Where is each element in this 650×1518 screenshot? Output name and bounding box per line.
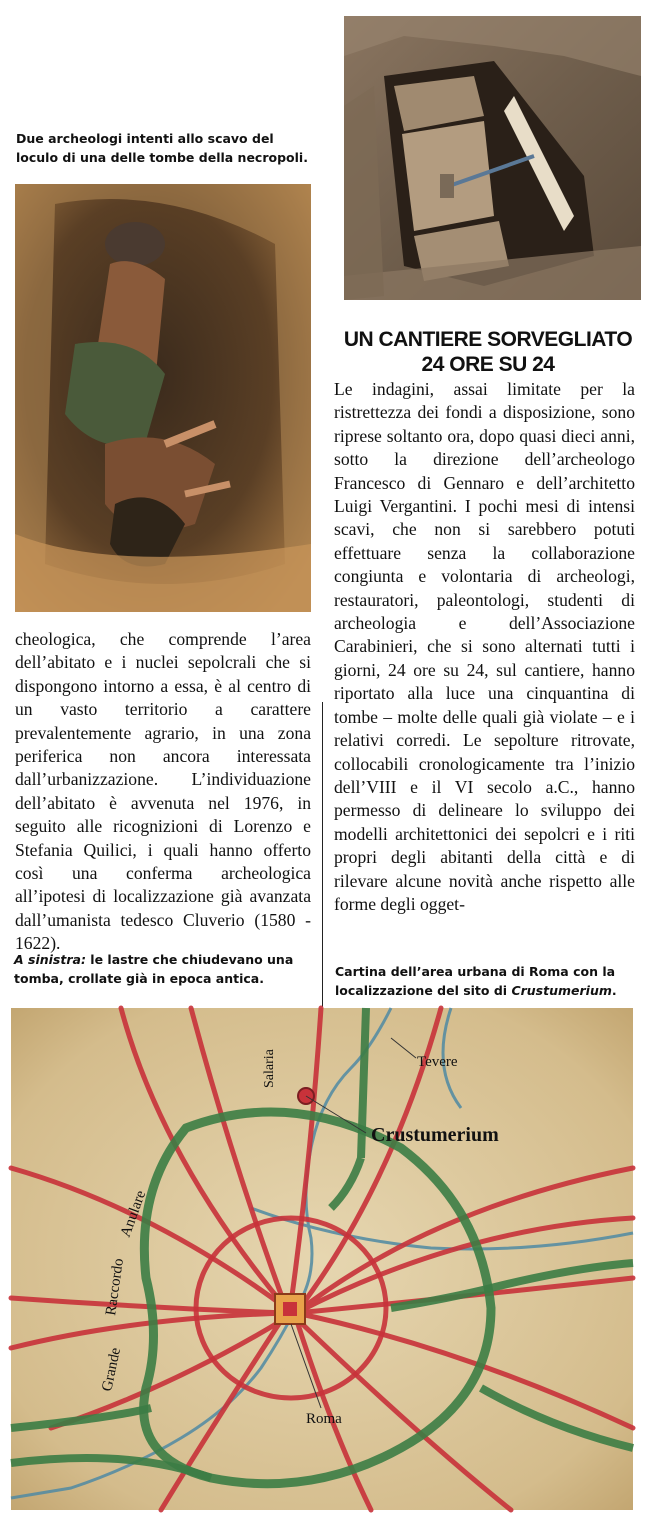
map-background: [11, 1008, 633, 1510]
label-anulare: Anulare: [117, 1188, 150, 1240]
map-caption: [335, 962, 635, 1000]
left-column-text: cheologica, che comprende l’area dell’abitato e i nuclei sepolcrali che si dispongono intorno a essa, è al centro di un vasto territorio a carattere prevalentemente agrario, in una zona periferica non ancora interessata dall’urbanizzazione. L’individuazione dell’abitato è avvenuta nel 1976, in seguito alle ricognizioni di Lorenzo e Stefania Quilici, i quali hanno offerto così una conferma archeologica all’ipotesi di localizzazione già avanzata dall’umanista tedesco Cluverio (1580 - 1622).: [15, 629, 311, 954]
rome-area-map: [11, 1008, 633, 1510]
right-column-text: Le indagini, assai limitate per la ristrettezza dei fondi a disposizione, sono riprese soltanto ora, dopo quasi dieci anni, sotto la direzione dell’archeologo Francesco di Gennaro e dell’architetto Luigi Vergantini. I pochi mesi di intensi scavi, che non si sarebbero potuti effettuare senza la collaborazione congiunta e volontaria di archeologi, restauratori, paleontologi, studenti di archeologia e dell’Associazione Carabinieri, che si sono alternati tutti i giorni, 24 ore su 24, sul cantiere, hanno riportato alla luce una cinquantina di tombe – molte delle quali già violate – e i relativi corredi. Le sepolture ritrovate, collocabili cronologicamente tra l’inizio dell’VIII e il VI secolo a.C., hanno permesso di delineare lo sviluppo dei modelli architettonici dei sepolcri e i riti propri degli abitanti della città e di rilevare alcune novità anche rispetto alle forme degli ogget-: [334, 379, 635, 914]
map-caption-site: Crustumerium: [511, 983, 612, 998]
heading-line-1: UN CANTIERE SORVEGLIATO: [343, 328, 633, 351]
archaeologists-photo: [15, 184, 311, 612]
slabs-caption-label: A sinistra:: [14, 952, 86, 967]
heading-line-2: 24 ORE SU 24: [421, 353, 555, 376]
slabs-caption: [14, 950, 314, 988]
column-divider: [322, 702, 323, 1007]
label-roma: Roma: [306, 1411, 342, 1427]
tomb-slabs-photo: [344, 16, 641, 300]
label-salaria: Salaria: [262, 1049, 277, 1088]
label-tevere: Tevere: [417, 1054, 458, 1070]
label-raccordo: Raccordo: [103, 1257, 127, 1317]
slabs-caption-text: le lastre che chiudevano una tomba, crollate già in epoca antica.: [14, 952, 294, 986]
article-heading: [330, 327, 646, 377]
label-grande: Grande: [99, 1346, 125, 1393]
map-caption-end: .: [611, 983, 617, 998]
archaeologists-caption: Due archeologi intenti allo scavo del loculo di una delle tombe della necropoli.: [16, 131, 308, 165]
label-crustumerium: Crustumerium: [371, 1124, 499, 1146]
map-caption-text: Cartina dell’area urbana di Roma con la localizzazione del sito di: [335, 964, 616, 998]
